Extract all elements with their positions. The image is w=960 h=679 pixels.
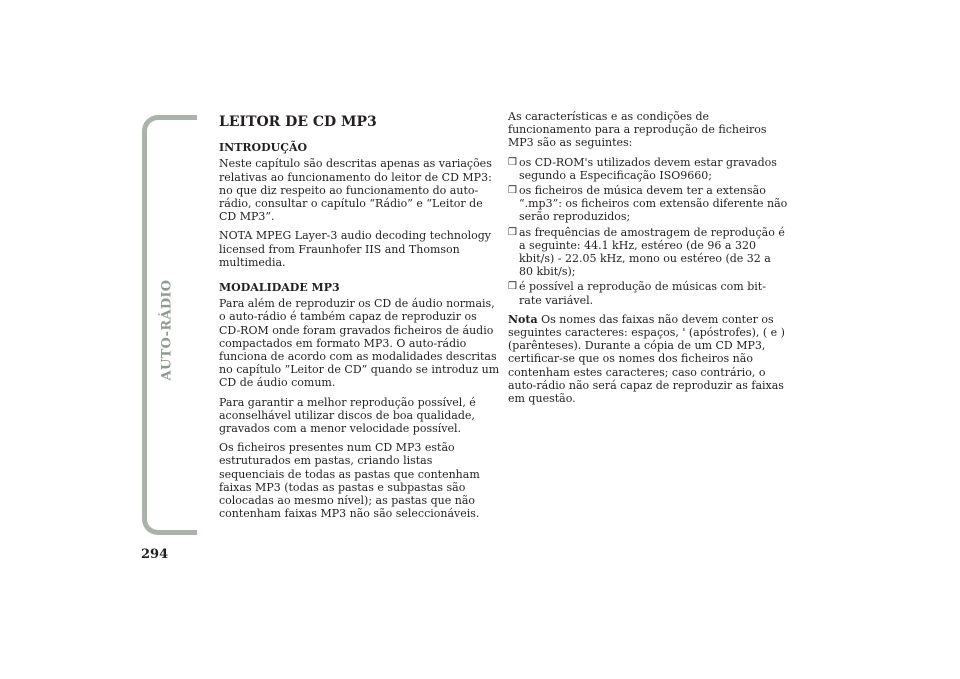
features-intro: As características e as condições de funcionamento para a reprodução de ficheiros MP3 são as seguintes: — [508, 110, 767, 150]
nota-text: Os nomes das faixas não devem conter os seguintes caracteres: espaços, ' (apóstrofes), ( e ) (parênteses). Durante a cópia de um CD MP3, certificar-se que os nomes dos ficheiros não contenham estes caracteres; caso contrário, o auto-rádio não será capaz de reproduzir as faixas em questão. — [508, 312, 785, 406]
features-list — [508, 156, 788, 307]
list-item-text: as frequências de amostragem de reprodução é a seguinte: 44.1 kHz, estéreo (de 96 a 320 kbit/s) - 22.05 kHz, mono ou estéreo (de 32 a 80 kbit/s); — [519, 225, 785, 279]
intro-paragraph-2: NOTA MPEG Layer-3 audio decoding technology licensed from Fraunhofer IIS and Thomson multimedia. — [219, 229, 491, 269]
mode-paragraph-2: Para garantir a melhor reprodução possível, é aconselhável utilizar discos de boa qualidade, gravados com a menor velocidade possível. — [219, 395, 476, 436]
checkbox-bullet-icon: ❒ — [508, 185, 517, 197]
list-item-text: os CD-ROM's utilizados devem estar gravados segundo a Especificação ISO9660; — [519, 155, 777, 182]
list-item-text: é possível a reprodução de músicas com bit-rate variável. — [519, 280, 766, 307]
list-item-text: os ficheiros de música devem ter a extensão “.mp3”: os ficheiros com extensão diferente não serão reproduzidos; — [519, 184, 788, 224]
checkbox-bullet-icon: ❒ — [508, 156, 517, 168]
mode-heading: MODALIDADE MP3 — [219, 281, 340, 295]
checkbox-bullet-icon: ❒ — [508, 281, 517, 293]
mode-paragraph-3: Os ficheiros presentes num CD MP3 estão estruturados em pastas, criando listas sequenciais de todas as pastas que contenham faixas MP3 (todas as pastas e subpastas são colocadas ao mesmo nível); as pastas que não contenham faixas MP3 não são seleccionáveis. — [219, 441, 480, 521]
intro-heading: INTRODUÇÃO — [219, 141, 308, 155]
intro-paragraph-1: Neste capítulo são descritas apenas as variações relativas ao funcionamento do leitor de CD MP3: no que diz respeito ao funcionamento do auto-rádio, consultar o capítulo “Rádio” e “Leitor de CD MP3”. — [219, 157, 492, 224]
list-item — [508, 156, 788, 182]
left-column — [219, 110, 501, 526]
list-item — [508, 280, 788, 306]
section-tab-label: AUTO-RÁDIO — [159, 279, 175, 381]
list-item — [508, 226, 788, 279]
nota-paragraph — [508, 313, 788, 405]
list-item — [508, 184, 788, 224]
page-number: 294 — [141, 547, 169, 562]
nota-label: Nota — [508, 312, 538, 326]
mode-paragraph-1: Para além de reproduzir os CD de áudio normais, o auto-rádio é também capaz de reproduzir os CD-ROM onde foram gravados ficheiros de áudio compactados em formato MP3. O auto-rádio funciona de acordo com as modalidades descritas no capítulo ”Leitor de CD” quando se introduz um CD de áudio comum. — [219, 297, 500, 390]
page-title: LEITOR DE CD MP3 — [219, 114, 377, 130]
right-column — [508, 110, 788, 411]
checkbox-bullet-icon: ❒ — [508, 226, 517, 238]
